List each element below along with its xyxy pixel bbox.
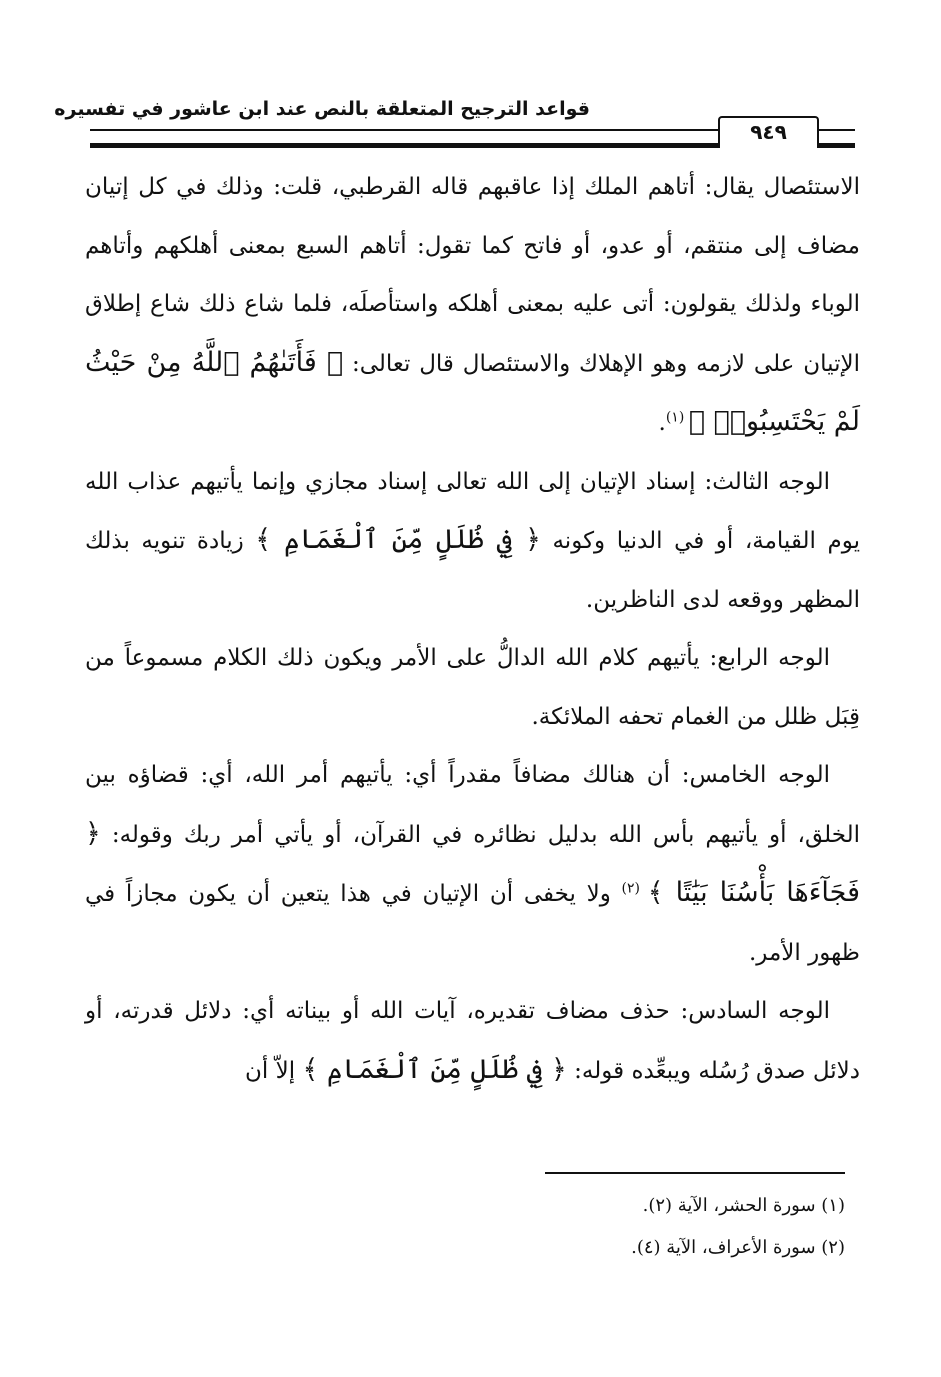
footnotes bbox=[400, 1185, 845, 1269]
paragraph-text: الوجه الثالث: إسناد الإتيان إلى الله تعالى إسناد مجازي وإنما يأتيهم عذاب الله يوم القيامة، أو في الدنيا وكونه bbox=[85, 468, 860, 554]
paragraph-text: زيادة تنويه بذلك المظهر ووقعه لدى الناظرين. bbox=[85, 528, 860, 613]
paragraph-text: الوجه الرابع: يأتيهم كلام الله الدالُّ على الأمر ويكون ذلك الكلام مسموعاً من قِبَل ظلل من الغمام تحفه الملائكة. bbox=[85, 645, 860, 730]
footnote-marker: (١) bbox=[665, 409, 689, 426]
footnote-marker: (٢) bbox=[621, 880, 648, 897]
paragraph-text: . bbox=[658, 410, 666, 436]
running-header-title: قواعد الترجيح المتعلقة بالنص عند ابن عاشور في تفسيره bbox=[54, 98, 590, 120]
quran-verse: ﴿ فِي ظُلَلٍ مِّنَ ٱلْغَمَامِ ﴾ bbox=[255, 524, 541, 555]
footnote-1: (١) سورة الحشر، الآية (٢). bbox=[642, 1195, 845, 1216]
quran-verse: ﴿ فَجَآءَهَا بَأْسُنَا بَيَٰتًا ﴾ bbox=[85, 817, 860, 908]
body-text bbox=[85, 158, 860, 1100]
paragraph-5 bbox=[85, 982, 860, 1100]
page-number-box bbox=[718, 116, 819, 148]
paragraph-text: ولا يخفى أن الإتيان في هذا يتعين أن يكون مجازاً في ظهور الأمر. bbox=[85, 881, 860, 966]
paragraph-1 bbox=[85, 158, 860, 453]
paragraph-text: إلاّ أن bbox=[245, 1057, 303, 1084]
quran-verse: ﴿ فَأَتَىٰهُمُ ٱللَّهُ مِنْ حَيْثُ لَمْ يَحْتَسِبُوا۟ ﴾ bbox=[85, 346, 860, 437]
page-number: ٩٤٩ bbox=[750, 120, 787, 144]
paragraph-text: الاستئصال يقال: أتاهم الملك إذا عاقبهم قاله القرطبي، قلت: وذلك في كل إتيان مضاف إلى منتقم، أو عدو، أو فاتح كما تقول: أتاهم السبع بمعنى أهلكهم وأتاهم الوباء ولذلك يقولون: أتى عليه بمعنى أهلكه واستأصلَه، فلما شاع ذلك شاع إطلاق الإتيان على لازمه وهو الإهلاك والاستئصال قال تعالى: bbox=[85, 174, 860, 377]
paragraph-4 bbox=[85, 746, 860, 982]
footnote-2: (٢) سورة الأعراف، الآية (٤). bbox=[631, 1237, 845, 1258]
paragraph-2 bbox=[85, 453, 860, 630]
quran-verse: ﴿ فِي ظُلَلٍ مِّنَ ٱلْغَمَامِ ﴾ bbox=[302, 1053, 567, 1085]
paragraph-text: الوجه السادس: حذف مضاف تقديره، آيات الله أو بيناته أي: دلائل قدرته، أو دلائل صدق رُسُله ويبعِّده قوله: bbox=[85, 998, 860, 1084]
paragraph-3 bbox=[85, 629, 860, 746]
footnote-separator bbox=[545, 1172, 845, 1174]
paragraph-text: الوجه الخامس: أن هنالك مضافاً مقدراً أي: يأتيهم أمر الله، أي: قضاؤه بين الخلق، أو يأتيهم بأس الله بدليل نظائره في القرآن، أو يأتي أمر ربك وقوله: bbox=[85, 762, 860, 848]
